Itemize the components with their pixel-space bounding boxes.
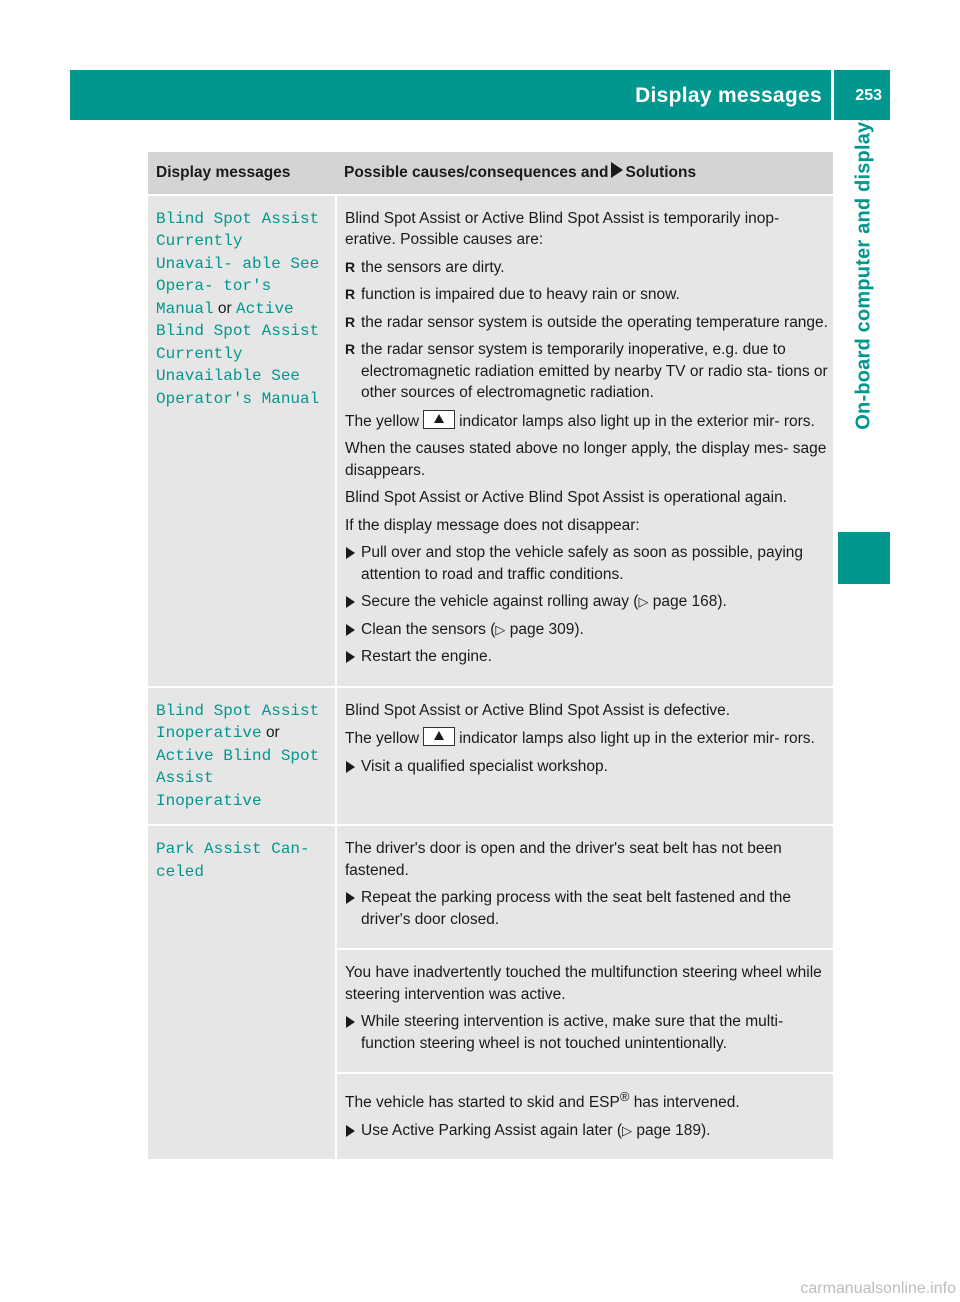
action-arrow-icon xyxy=(346,624,355,636)
display-message-text: Active Blind Spot Assist Inoperative xyxy=(156,746,320,810)
display-message-text: Park Assist Can- celed xyxy=(156,840,310,881)
solution-cell xyxy=(336,195,833,687)
action-arrow-icon xyxy=(346,1016,355,1028)
cause-text: The vehicle has started to skid and ESP® has intervened. xyxy=(345,1089,740,1112)
list-item: R the radar sensor system is temporarily inoperative, e.g. due to electromagnetic radiation emitted by nearby TV or radio sta- tions or other sources of electromagnetic radiation. xyxy=(345,341,828,401)
solution-cell xyxy=(336,949,833,1073)
solution-cell xyxy=(336,1073,833,1159)
list-item: R the radar sensor system is outside the operating temperature range. xyxy=(345,313,828,331)
header-divider xyxy=(831,70,834,120)
action-step: While steering intervention is active, make sure that the multi- function steering wheel is not touched unintentionally. xyxy=(345,1011,831,1054)
action-step: Restart the engine. xyxy=(345,646,831,668)
or-label: or xyxy=(265,724,280,741)
page-ref-icon: ▷ xyxy=(495,621,506,637)
action-step: Visit a qualified specialist workshop. xyxy=(345,756,831,778)
action-step: Clean the sensors (▷ page 309). xyxy=(345,619,831,641)
table-row xyxy=(148,195,833,687)
section-title: Display messages xyxy=(635,84,822,107)
page-ref-icon: ▷ xyxy=(638,594,649,609)
causes-note: When the causes stated above no longer apply, the display mes- sage disappears. xyxy=(345,440,827,479)
page-ref-icon: ▷ xyxy=(622,1122,633,1138)
col-header-solutions-post: Solutions xyxy=(625,164,697,181)
action-arrow-icon xyxy=(346,547,355,559)
registered-mark: ® xyxy=(619,1089,630,1104)
table-row xyxy=(148,825,833,949)
lamp-note: The yellow indicator lamps also light up in the exterior mir- rors. xyxy=(345,410,831,433)
col-header-messages: Display messages xyxy=(148,152,336,195)
solution-cell xyxy=(336,687,833,826)
list-item: R the sensors are dirty. xyxy=(345,258,505,276)
page-header xyxy=(70,70,890,120)
action-step: Repeat the parking process with the seat belt fastened and the driver's door closed. xyxy=(345,887,831,930)
watermark: carmanualsonline.info xyxy=(800,1280,956,1297)
page-number: 253 xyxy=(855,87,882,104)
action-arrow-icon xyxy=(346,651,355,663)
col-header-solutions-pre: Possible causes/consequences and xyxy=(344,164,609,181)
operational-note: Blind Spot Assist or Active Blind Spot Assist is operational again. xyxy=(345,489,787,506)
display-message-text: Blind Spot Assist Inoperative xyxy=(156,701,320,742)
list-item-text: the sensors are dirty. xyxy=(361,258,505,276)
action-step: Secure the vehicle against rolling away (▷ page 168). xyxy=(345,591,831,613)
chapter-tab xyxy=(838,110,890,430)
list-item-text: the radar sensor system is outside the operating temperature range. xyxy=(361,313,828,331)
action-arrow-icon xyxy=(346,1125,355,1137)
display-message-text: Blind Spot Assist Currently Unavail- able See Opera- tor's Manual xyxy=(156,209,320,318)
lamp-note: The yellow indicator lamps also light up in the exterior mir- rors. xyxy=(345,727,831,750)
action-step: Pull over and stop the vehicle safely as soon as possible, paying attention to road and traffic conditions. xyxy=(345,542,831,585)
cause-intro: Blind Spot Assist or Active Blind Spot Assist is temporarily inop- erative. Possible causes are: xyxy=(345,209,780,248)
table-header-row xyxy=(148,152,833,195)
if-note: If the display message does not disappear: xyxy=(345,516,640,534)
cause-intro: Blind Spot Assist or Active Blind Spot Assist is defective. xyxy=(345,701,731,719)
page-ref-link[interactable]: page 309). xyxy=(509,620,584,638)
col-header-solutions xyxy=(336,152,833,195)
message-cell xyxy=(148,687,336,826)
chapter-marker xyxy=(838,532,890,584)
message-cell xyxy=(148,825,336,1159)
cause-text: The driver's door is open and the driver's seat belt has not been fastened. xyxy=(345,840,782,879)
display-message-text: Active Blind Spot Assist Currently Unavailable See Operator's Manual xyxy=(156,299,320,408)
chapter-tab-label: On-board computer and displays xyxy=(852,110,875,430)
list-item-text: the radar sensor system is temporarily inoperative, e.g. due to electromagnetic radiation emitted by nearby TV or radio sta- tions or other sources of electromagnetic radiation. xyxy=(361,341,828,401)
message-cell xyxy=(148,195,336,687)
or-label: or xyxy=(217,299,232,317)
list-item: R function is impaired due to heavy rain or snow. xyxy=(345,286,680,303)
display-messages-table xyxy=(148,152,833,1159)
solution-cell xyxy=(336,825,833,949)
action-step: Use Active Parking Assist again later (▷ page 189). xyxy=(345,1120,831,1142)
blind-spot-warning-icon xyxy=(423,727,455,746)
page-ref-link[interactable]: page 168). xyxy=(652,593,727,610)
page-ref-link[interactable]: page 189). xyxy=(636,1121,711,1139)
action-arrow-icon xyxy=(346,596,355,608)
list-item-text: function is impaired due to heavy rain or snow. xyxy=(361,286,680,303)
table-row xyxy=(148,687,833,826)
solutions-arrow-icon xyxy=(611,162,623,178)
action-arrow-icon xyxy=(346,892,355,904)
cause-text: You have inadvertently touched the multifunction steering wheel while steering intervention was active. xyxy=(345,964,822,1003)
action-arrow-icon xyxy=(346,761,355,773)
blind-spot-warning-icon xyxy=(423,410,455,429)
